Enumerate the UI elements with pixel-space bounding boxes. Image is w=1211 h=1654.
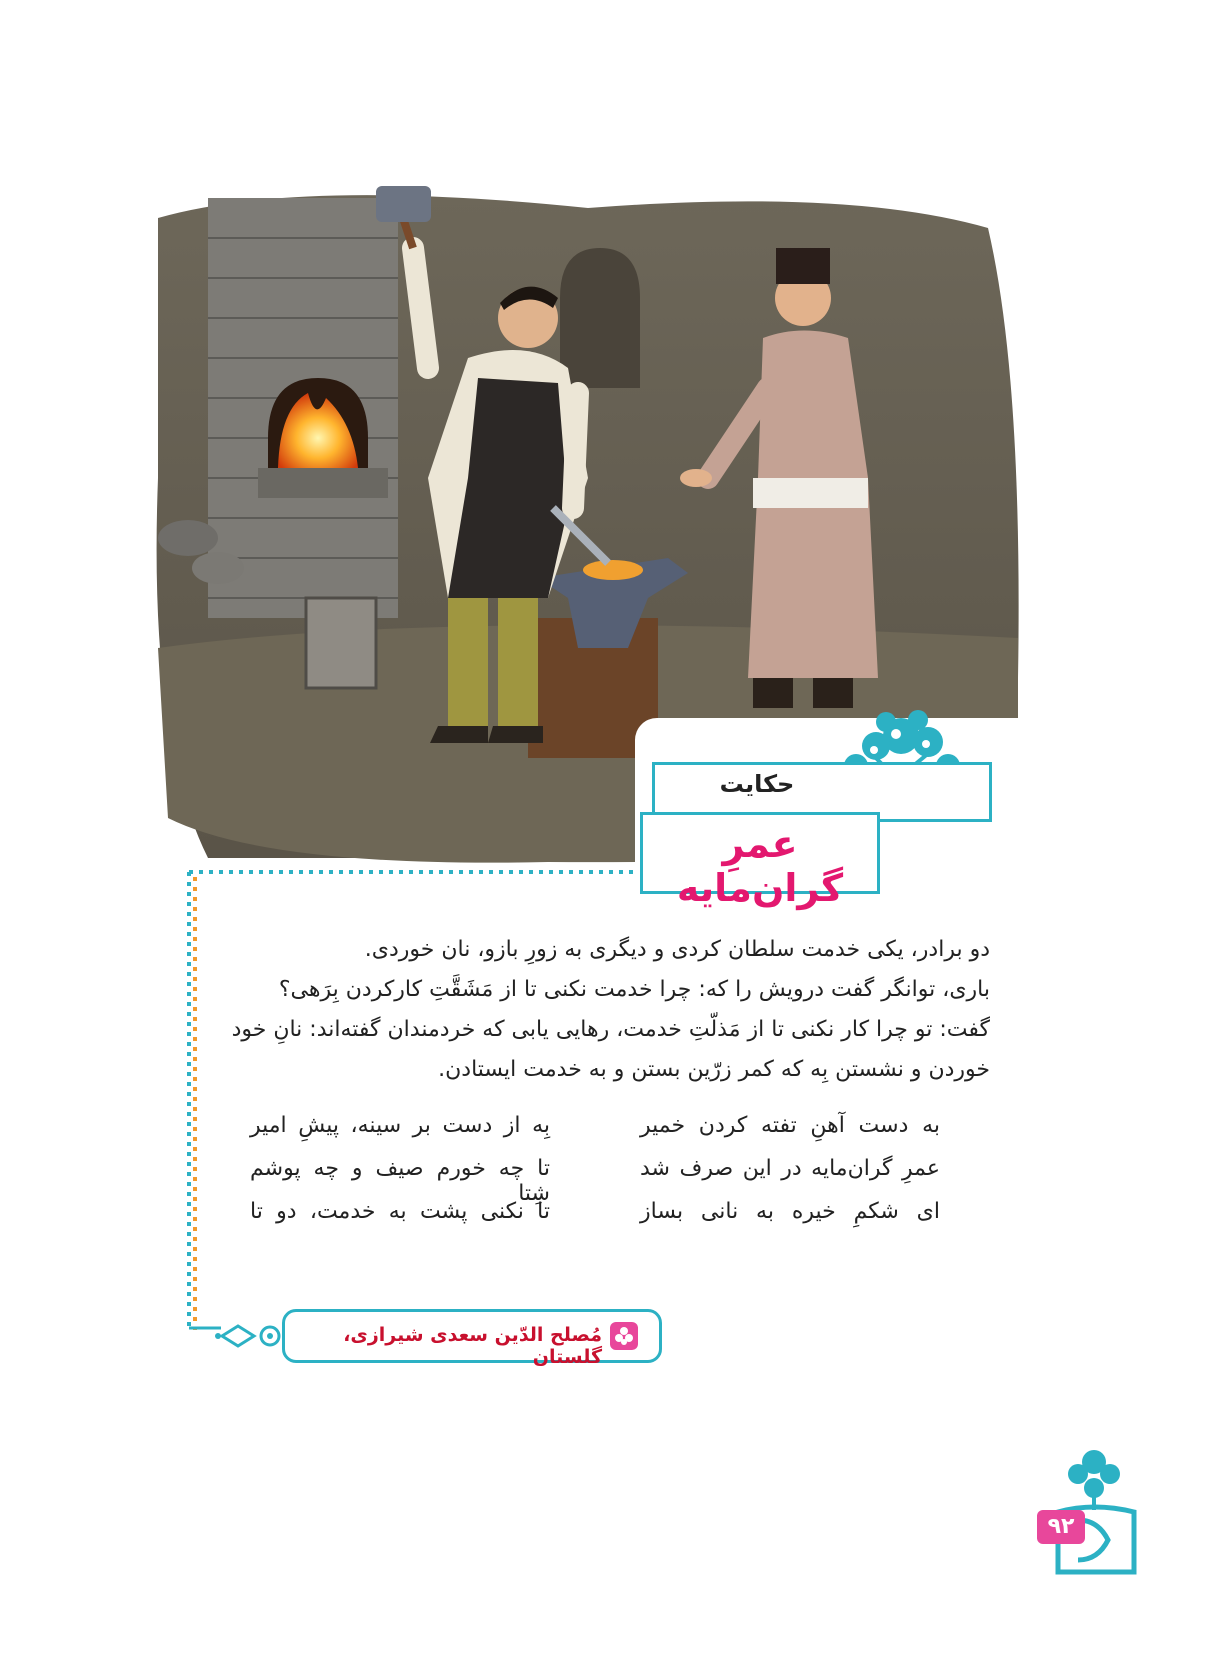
poem-verse — [250, 1156, 940, 1206]
poem-verse — [250, 1199, 940, 1242]
source-credit: مُصلح الدّین سعدی شیرازی، گلستان — [343, 1324, 602, 1368]
story-paragraph: دو برادر، یکی خدمت سلطان کردی و دیگری به زورِ بازو، نان خوردی. — [364, 937, 990, 962]
hemistich-left: تا چه خورم صیف و چه پوشم شِتا — [250, 1156, 550, 1206]
poem — [250, 1113, 940, 1242]
ornament-icon — [212, 1322, 282, 1350]
story-paragraph: گفت: تو چرا کار نکنی تا از مَذلّتِ خدمت، رهایی یابی که خردمندان گفته‌اند: نانِ خود خوردن و نشستن بِه که کمر زرّین بستن و به خدمت ایستادن. — [231, 1017, 990, 1082]
poem-verse — [250, 1113, 940, 1156]
hemistich-right: عمرِ گران‌مایه در این صرف شد — [640, 1156, 940, 1181]
hemistich-left: تا نکنی پشت به خدمت، دو تا — [250, 1199, 550, 1224]
page-number: ۹۲ — [1037, 1510, 1085, 1544]
page-title: عمرِ گران‌مایه — [676, 822, 844, 910]
story-text — [195, 930, 990, 1090]
hemistich-left: بِه از دست بر سینه، پیشِ امیر — [250, 1113, 550, 1138]
story-paragraph: باری، توانگر گفت درویش را که: چرا خدمت نکنی تا از مَشَقَّتِ کارکردن بِرَهی؟ — [278, 977, 990, 1002]
flower-icon — [610, 1322, 638, 1350]
section-label: حکایت — [719, 770, 795, 798]
hemistich-right: ای شکمِ خیره به نانی بساز — [640, 1199, 940, 1224]
hemistich-right: به دست آهنِ تفته کردن خمیر — [640, 1113, 940, 1138]
